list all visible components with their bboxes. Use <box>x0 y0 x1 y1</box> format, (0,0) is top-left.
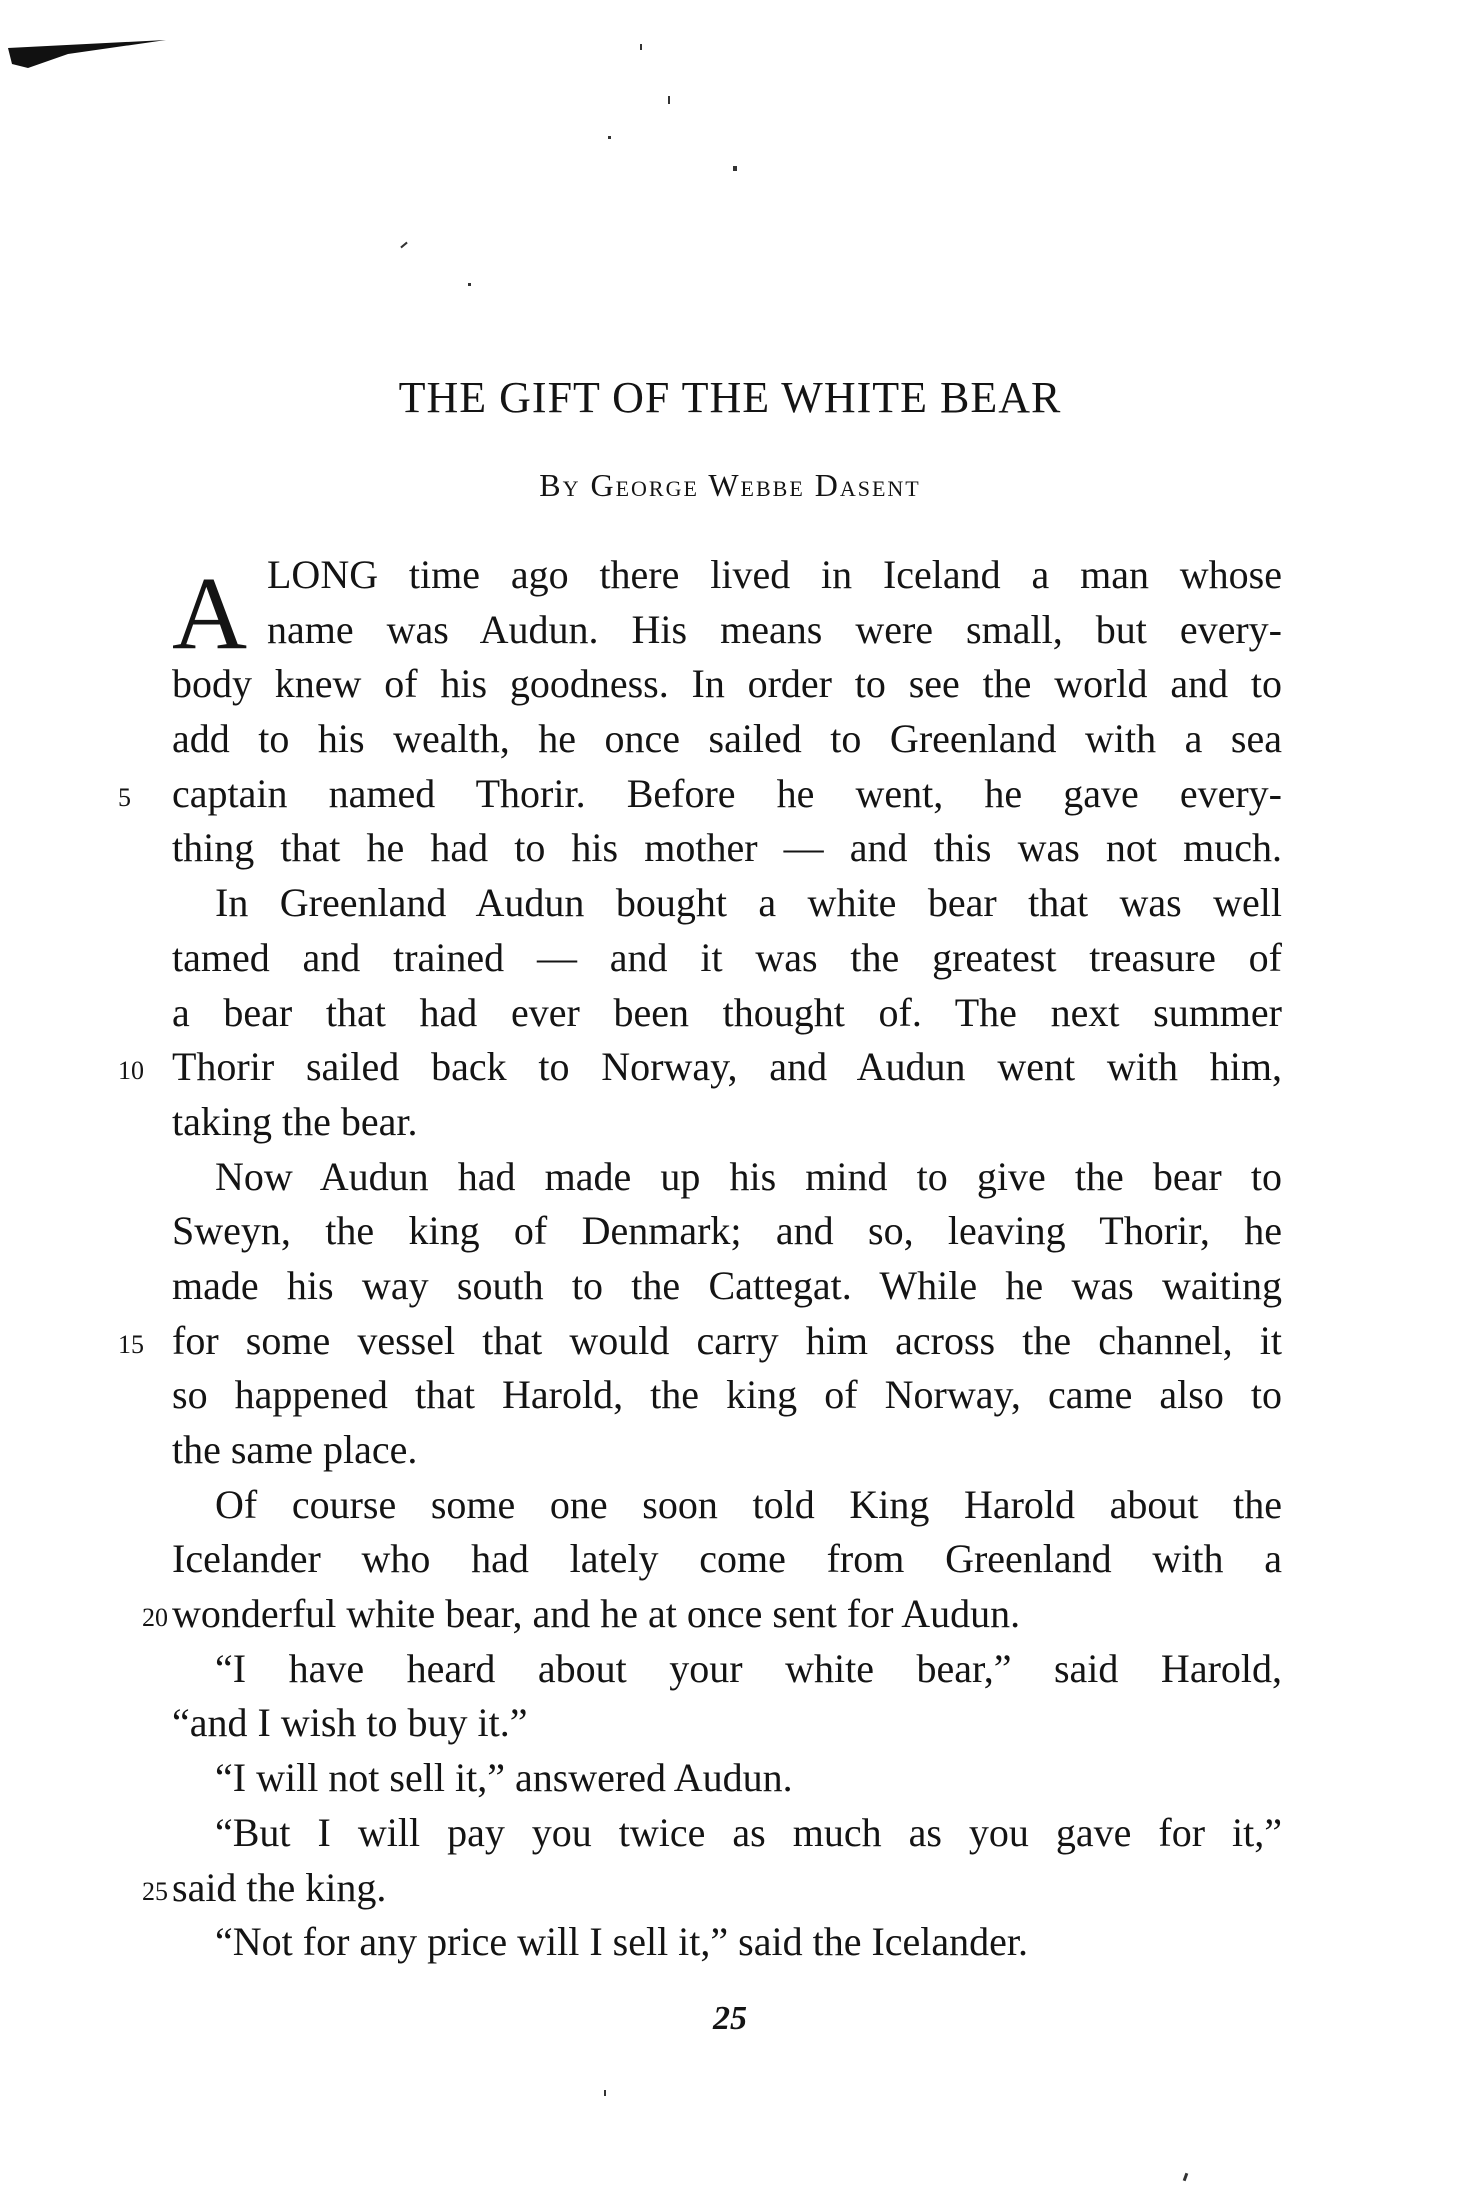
line-number: 5 <box>118 782 131 812</box>
speck <box>640 44 642 50</box>
text-line: Icelander who had lately come from Greenland with a <box>172 1536 1282 1582</box>
speck <box>604 2090 606 2096</box>
text-line <box>142 1587 1282 1642</box>
text-line <box>142 1861 1282 1916</box>
text-line-content: said the king. <box>172 1864 387 1910</box>
text-line: add to his wealth, he once sailed to Greenland with a sea <box>172 716 1282 762</box>
text-line: Sweyn, the king of Denmark; and so, leaving Thorir, he <box>172 1208 1282 1254</box>
story-title: THE GIFT OF THE WHITE BEAR <box>398 373 1062 422</box>
text-line-content: Thorir sailed back to Norway, and Audun went with him, <box>172 1044 1282 1090</box>
text-line: Of course some one soon told King Harold about the <box>215 1481 1282 1527</box>
text-line: name was Audun. His means were small, but every- <box>267 606 1282 652</box>
text-line: “I will not sell it,” answered Audun. <box>215 1755 793 1801</box>
text-line: a bear that had ever been thought of. The next summer <box>172 989 1282 1035</box>
line-number: 20 <box>142 1603 168 1633</box>
text-line: thing that he had to his mother — and this was not much. <box>172 825 1282 871</box>
line-number: 10 <box>118 1056 144 1086</box>
text-line: In Greenland Audun bought a white bear that was well <box>215 880 1282 926</box>
speck <box>733 166 737 171</box>
text-line <box>118 767 1282 822</box>
text-line-content: captain named Thorir. Before he went, he gave every- <box>172 770 1282 816</box>
text-line: tamed and trained — and it was the greatest treasure of <box>172 934 1282 980</box>
drop-cap: A <box>172 556 248 671</box>
text-line: made his way south to the Cattegat. While he was waiting <box>172 1262 1282 1308</box>
text-line: “But I will pay you twice as much as you gave for it,” <box>215 1809 1282 1855</box>
speck <box>1183 2173 1189 2182</box>
page-number: 25 <box>713 2000 747 2037</box>
speck <box>400 242 407 249</box>
text-line: so happened that Harold, the king of Norway, came also to <box>172 1372 1282 1418</box>
text-line: the same place. <box>172 1427 418 1472</box>
text-line <box>118 1314 1282 1369</box>
text-line-content: LONG time ago there lived in Iceland a man whose <box>267 552 1282 597</box>
text-line: “Not for any price will I sell it,” said the Icelander. <box>215 1919 1029 1965</box>
speck <box>608 136 611 139</box>
speck <box>468 283 471 286</box>
story-byline: By George Webbe Dasent <box>539 467 921 503</box>
text-line-content: for some vessel that would carry him across the channel, it <box>172 1317 1282 1363</box>
ink-smudge-mark <box>8 38 166 70</box>
story-text <box>118 548 1282 1970</box>
text-line: “and I wish to buy it.” <box>172 1700 528 1746</box>
speck <box>668 96 670 104</box>
text-line: body knew of his goodness. In order to see the world and to <box>172 661 1282 707</box>
text-line: taking the bear. <box>172 1098 418 1144</box>
text-line-content: wonderful white bear, and he at once sent for Audun. <box>172 1591 1021 1637</box>
text-line: Now Audun had made up his mind to give the bear to <box>215 1153 1282 1199</box>
text-line: “I have heard about your white bear,” said Harold, <box>215 1645 1282 1691</box>
text-line <box>118 1040 1282 1095</box>
line-number: 25 <box>142 1876 168 1906</box>
line-number: 15 <box>118 1329 144 1359</box>
